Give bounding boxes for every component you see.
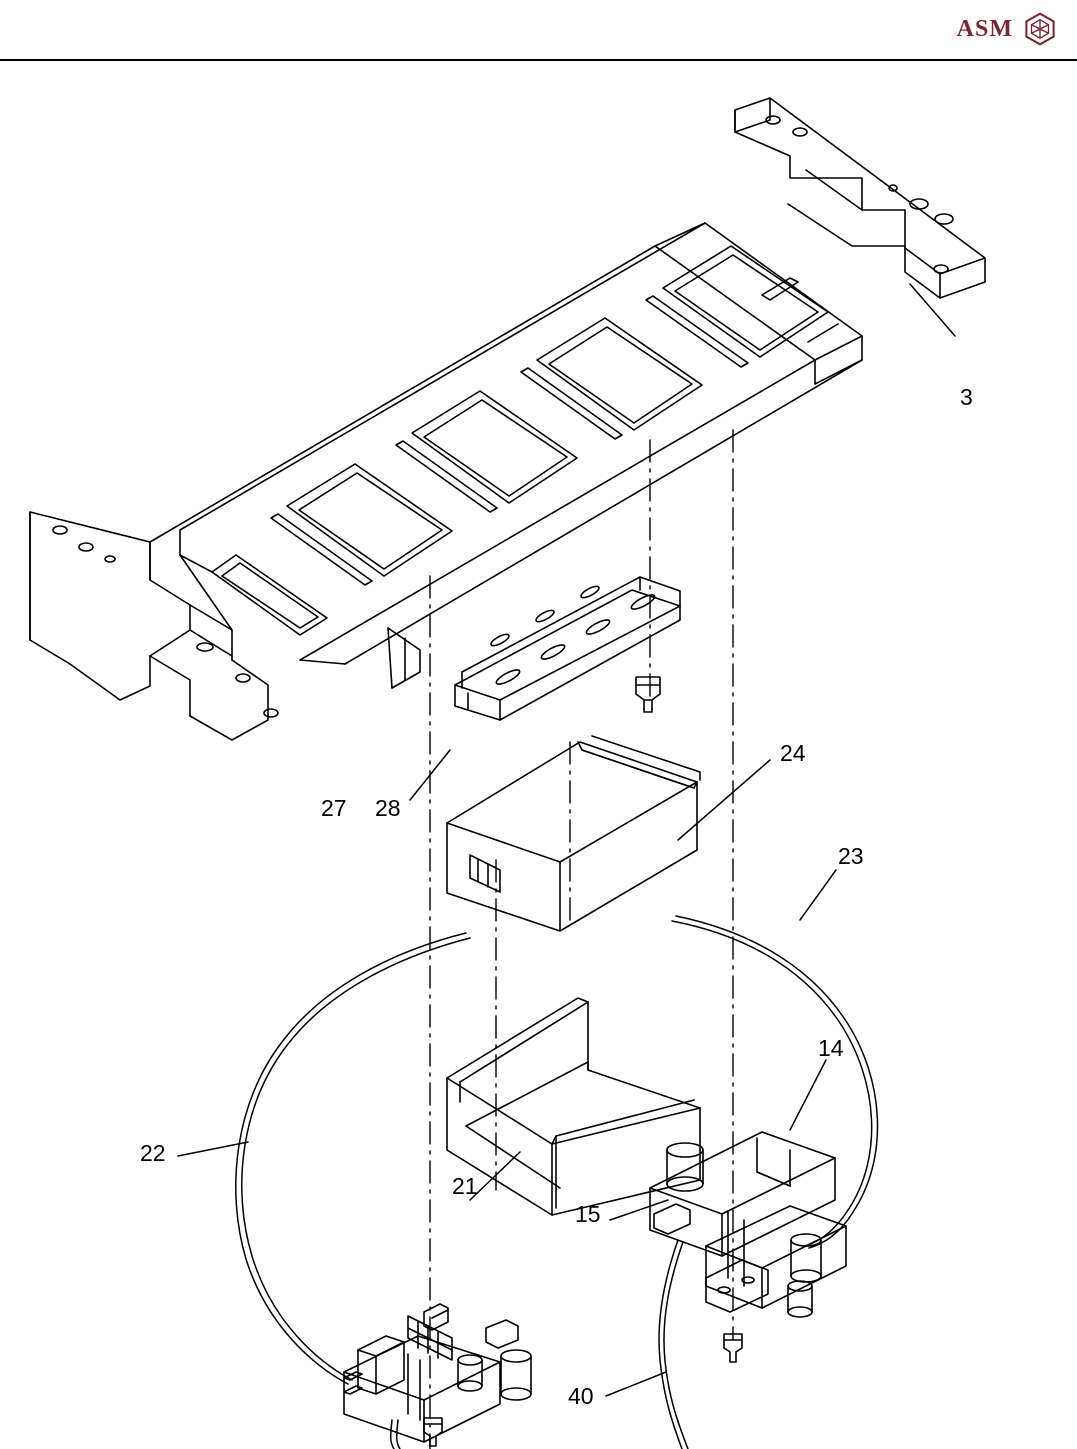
- callout-28: 28: [375, 795, 401, 821]
- callout-24: 24: [780, 740, 806, 766]
- part-3-transport-rail-frame: [30, 98, 985, 740]
- page-header: [0, 0, 1077, 60]
- callout-3: 3: [960, 384, 973, 410]
- exploded-assembly-drawing: [0, 60, 1077, 1449]
- callout-14: 14: [818, 1035, 844, 1061]
- callout-27: 27: [321, 795, 347, 821]
- callout-40: 40: [568, 1383, 594, 1409]
- callout-21: 21: [452, 1173, 478, 1199]
- callout-15: 15: [575, 1201, 601, 1227]
- part-23-cable-harness-right: [672, 916, 878, 1248]
- left-valve-assembly: [344, 1304, 531, 1449]
- callout-22: 22: [140, 1140, 166, 1166]
- part-24-control-box-housing: [447, 736, 700, 931]
- part-28-threaded-stud-pin: [636, 677, 660, 712]
- brand-logo: [957, 12, 1057, 46]
- part-15-valve-manifold-block: [650, 1132, 846, 1317]
- callout-23: 23: [838, 843, 864, 869]
- brand-name: ASM: [956, 15, 1013, 42]
- part-27-din-rail-mount: [455, 577, 680, 720]
- assembly-center-axes: [430, 430, 733, 1449]
- asm-hexagon-logo-icon: [1023, 12, 1057, 46]
- assembly-svg: [0, 60, 1077, 1449]
